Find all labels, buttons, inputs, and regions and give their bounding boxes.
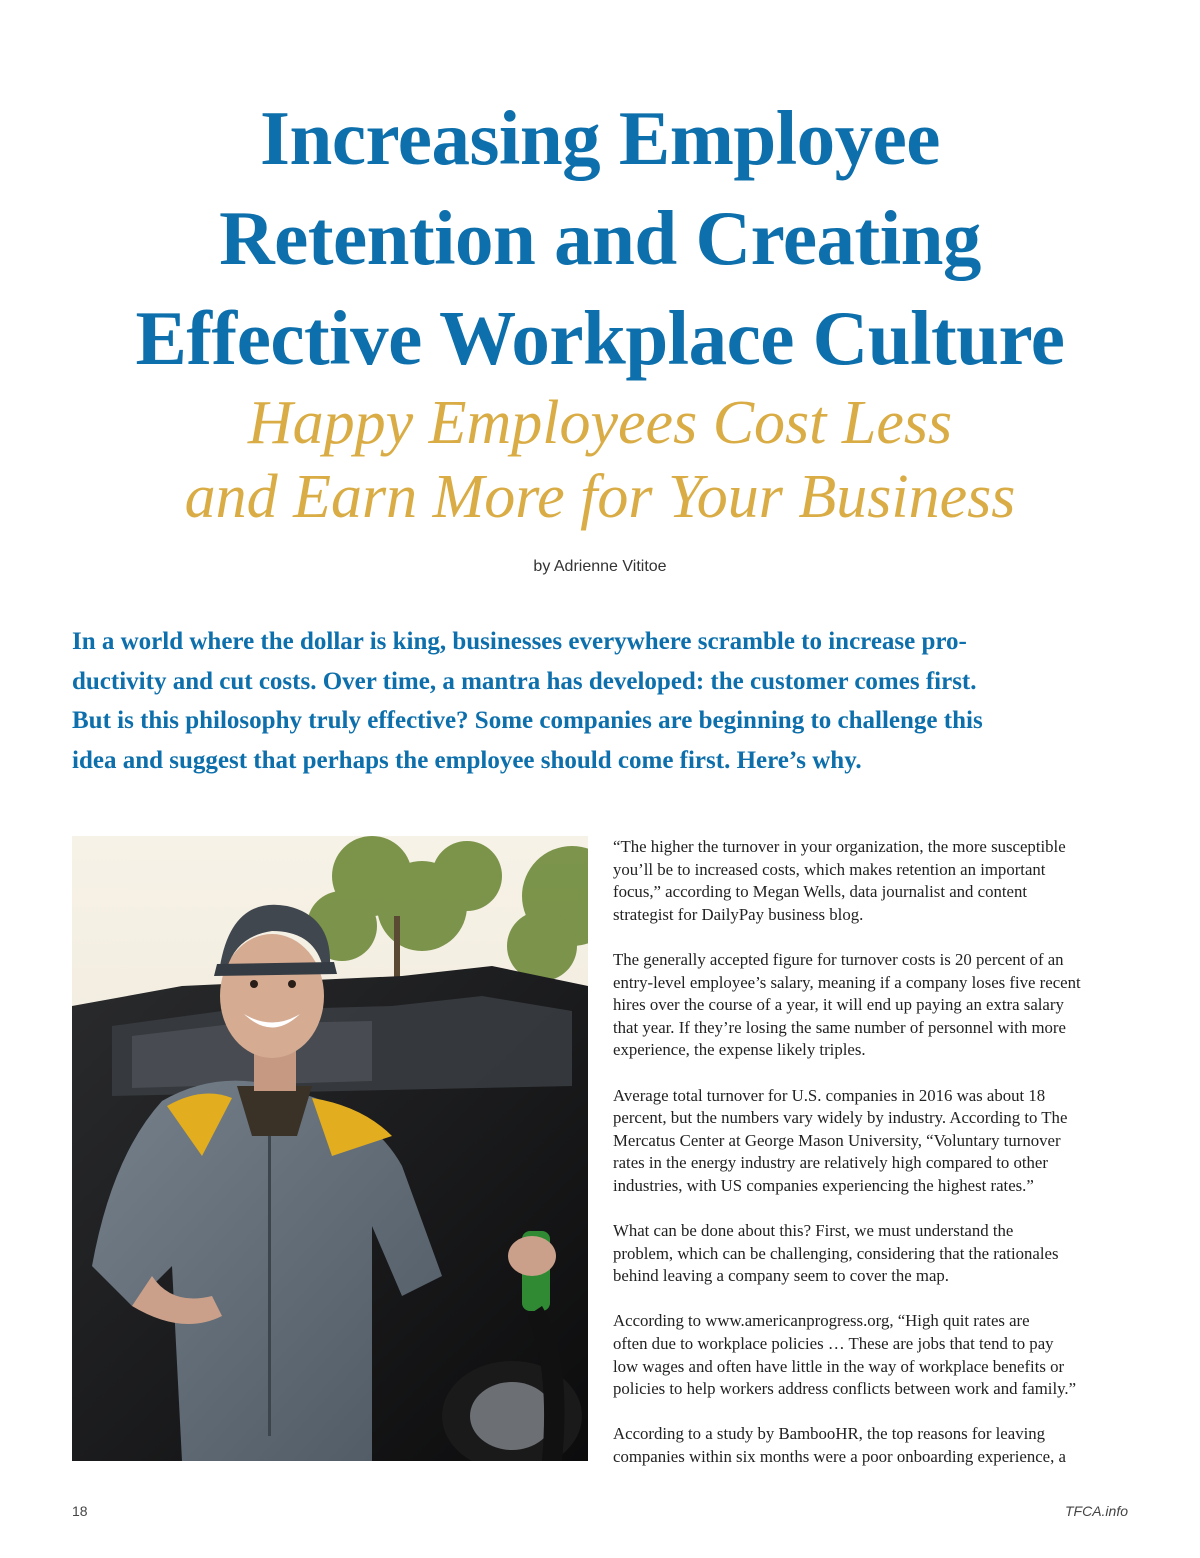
body-paragraph	[613, 836, 1133, 926]
body-line: policies to help workers address conflicts between work and family.”	[613, 1379, 1077, 1399]
article-subtitle	[40, 386, 1160, 534]
body-line: low wages and often have little in the way of workplace benefits or	[613, 1356, 1065, 1376]
body-paragraph	[613, 1220, 1133, 1288]
lead-paragraph	[72, 622, 1132, 780]
body-line: strategist for DailyPay business blog.	[613, 904, 864, 924]
article-body	[613, 836, 1133, 1491]
body-paragraph	[613, 949, 1133, 1062]
body-line: What can be done about this? First, we must understand the	[613, 1221, 1014, 1241]
body-line: focus,” according to Megan Wells, data journalist and content	[613, 882, 1028, 902]
lead-line: ductivity and cut costs. Over time, a mantra has developed: the customer comes first.	[72, 667, 977, 695]
body-line: rates in the energy industry are relatively high compared to other	[613, 1153, 1048, 1173]
body-line: that year. If they’re losing the same number of personnel with more	[613, 1017, 1066, 1037]
body-line: you’ll be to increased costs, which makes retention an important	[613, 859, 1046, 879]
lead-line: But is this philosophy truly effective? Some companies are beginning to challenge this	[72, 707, 983, 734]
body-line: According to a study by BambooHR, the top reasons for leaving	[613, 1424, 1046, 1444]
body-line: Average total turnover for U.S. companies in 2016 was about 18	[613, 1085, 1046, 1105]
body-line: experience, the expense likely triples.	[613, 1040, 866, 1060]
body-line: problem, which can be challenging, considering that the rationales	[613, 1243, 1059, 1263]
body-paragraph	[613, 1085, 1133, 1198]
page-number: 18	[72, 1503, 88, 1519]
body-line: companies within six months were a poor onboarding experience, a	[613, 1447, 1066, 1467]
article-title	[40, 88, 1160, 388]
lead-line: In a world where the dollar is king, businesses everywhere scramble to increase pro-	[72, 628, 967, 655]
lead-line: idea and suggest that perhaps the employee should come first. Here’s why.	[72, 746, 862, 774]
byline: by Adrienne Vititoe	[533, 558, 667, 575]
body-line: The generally accepted figure for turnover costs is 20 percent of an	[613, 949, 1064, 969]
article-photo	[72, 836, 588, 1461]
body-line: “The higher the turnover in your organization, the more susceptible	[613, 837, 1066, 856]
title-line: Effective Workplace Culture	[135, 295, 1065, 381]
gas-attendant-illustration	[72, 836, 588, 1461]
body-line: percent, but the numbers vary widely by industry. According to The	[613, 1108, 1068, 1128]
body-line: often due to workplace policies … These are jobs that tend to pay	[613, 1334, 1054, 1354]
title-line: Retention and Creating	[219, 195, 981, 281]
title-line: Increasing Employee	[260, 95, 940, 181]
subtitle-line: and Earn More for Your Business	[184, 463, 1016, 531]
body-line: According to www.americanprogress.org, “High quit rates are	[613, 1311, 1030, 1331]
body-line: Mercatus Center at George Mason University, “Voluntary turnover	[613, 1130, 1061, 1150]
body-line: behind leaving a company seem to cover the map.	[613, 1266, 949, 1286]
body-line: entry-level employee’s salary, meaning if a company loses five recent	[613, 972, 1081, 992]
body-line: hires over the course of a year, it will end up paying an extra salary	[613, 995, 1064, 1015]
body-paragraph	[613, 1310, 1133, 1400]
body-line: industries, with US companies experiencing the highest rates.”	[613, 1175, 1034, 1195]
subtitle-line: Happy Employees Cost Less	[247, 389, 953, 457]
footer-site: TFCA.info	[1064, 1503, 1128, 1519]
body-paragraph	[613, 1423, 1133, 1468]
